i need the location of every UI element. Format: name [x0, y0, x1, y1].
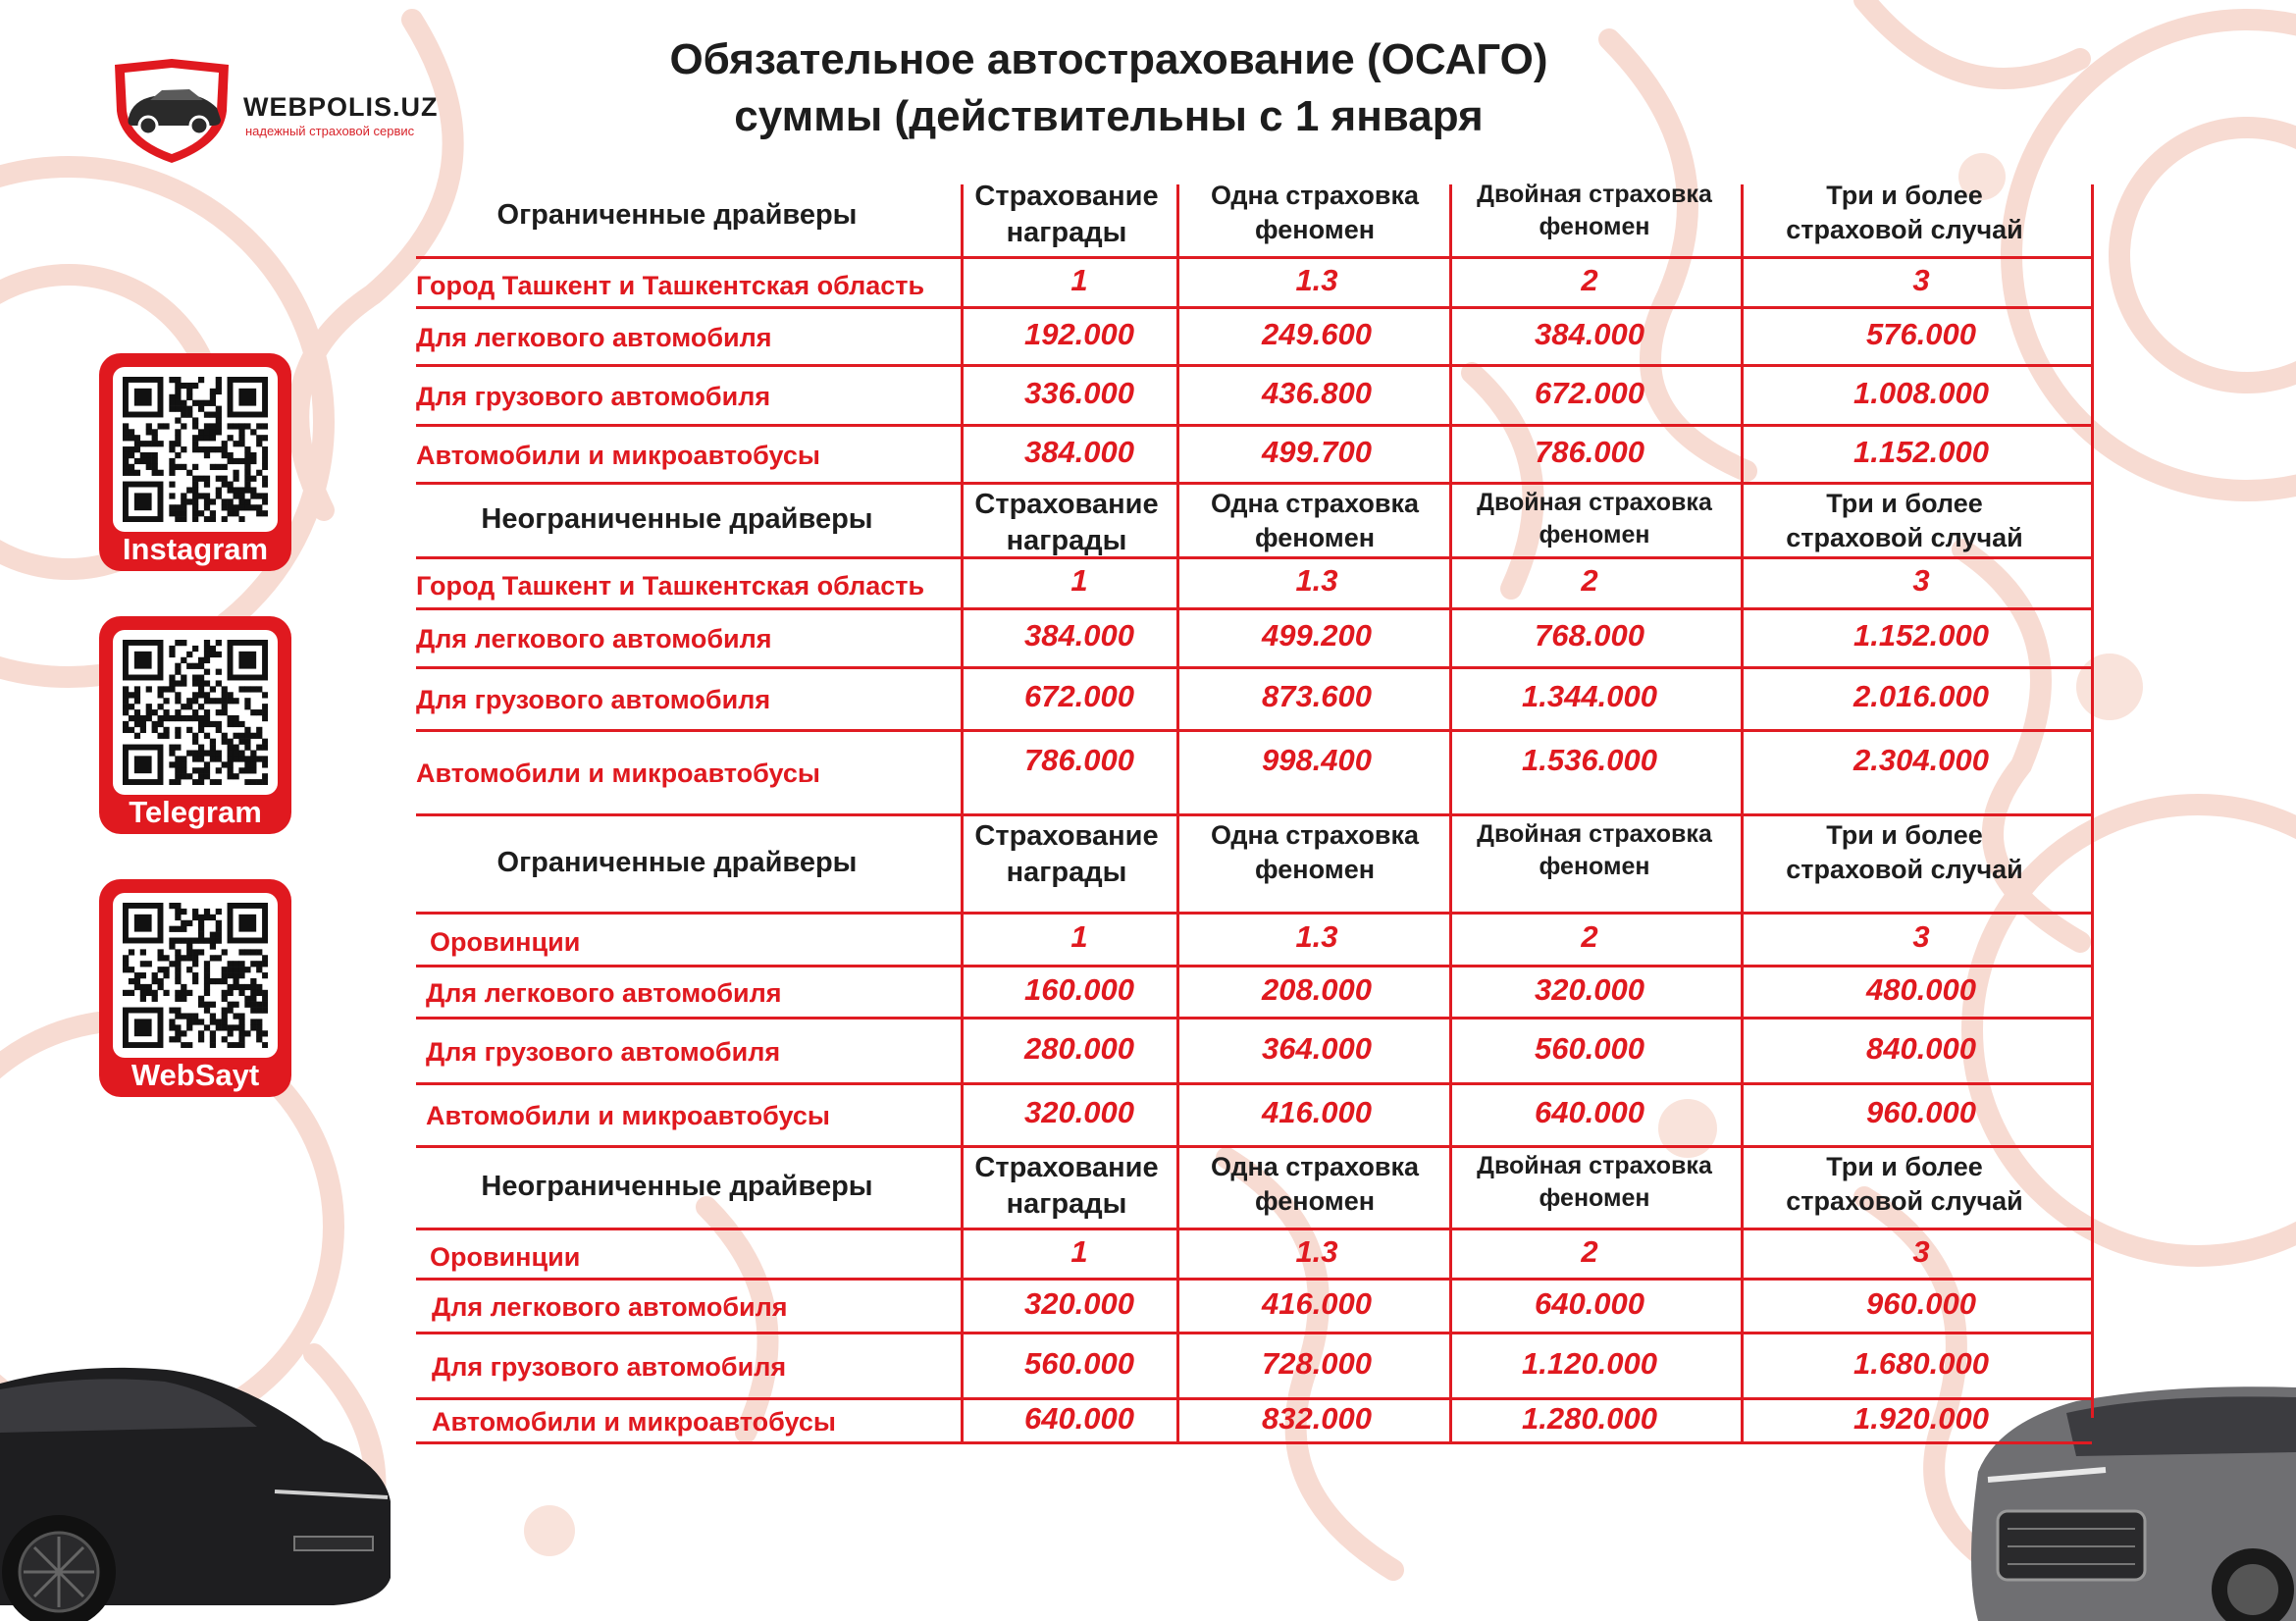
- qr-card-websayt[interactable]: [99, 879, 291, 1097]
- row-label: Оровинции: [430, 1241, 581, 1272]
- table-column-rule: [961, 816, 964, 1146]
- rate-value: 1.3: [1295, 563, 1338, 598]
- rate-value: 1.3: [1295, 1233, 1338, 1269]
- rate-value: 1.3: [1295, 919, 1338, 954]
- rate-value: 320.000: [1023, 1095, 1135, 1129]
- rate-value: 160.000: [1023, 971, 1135, 1007]
- table-rule: [416, 1082, 2092, 1085]
- rate-value: 672.000: [1534, 375, 1645, 410]
- rate-value: 960.000: [1865, 1095, 1977, 1129]
- section-title: Ограниченные драйверы: [496, 847, 858, 878]
- rate-value: 480.000: [1865, 971, 1977, 1007]
- row-label: Для легкового автомобиля: [432, 1291, 788, 1322]
- brand-logo[interactable]: [103, 57, 437, 165]
- column-header-line: Три и более: [1826, 1152, 1983, 1181]
- table-rule: [416, 256, 2092, 259]
- column-header: [1168, 487, 1462, 555]
- rate-value: 3: [1912, 1233, 1930, 1269]
- rate-value: 640.000: [1534, 1285, 1645, 1321]
- rate-value: 1.152.000: [1853, 618, 1989, 653]
- rate-value: 3: [1912, 919, 1930, 954]
- column-header-line: Двойная страховка: [1477, 820, 1712, 848]
- column-header-line: феномен: [1539, 521, 1650, 549]
- rate-value: 768.000: [1534, 618, 1645, 653]
- column-header-line: Одна страховка: [1210, 181, 1419, 210]
- rate-value: 960.000: [1865, 1285, 1977, 1321]
- rate-value: 640.000: [1534, 1095, 1645, 1129]
- table-column-rule: [1741, 816, 1744, 1146]
- table-column-rule: [1741, 485, 1744, 814]
- suv-car-image: [1958, 1354, 2296, 1621]
- column-header-line: феномен: [1539, 213, 1650, 240]
- rate-value: 364.000: [1261, 1030, 1373, 1066]
- column-header: [1447, 1150, 1742, 1215]
- qr-code-icon: [113, 893, 278, 1058]
- column-header-line: Страхование: [974, 489, 1159, 520]
- table-column-rule: [1741, 184, 1744, 483]
- qr-code-icon: [113, 630, 278, 795]
- column-header-line: награды: [1006, 217, 1127, 248]
- rate-value: 192.000: [1023, 316, 1135, 351]
- row-label: Автомобили и микроавтобусы: [416, 758, 820, 788]
- table-rule: [416, 306, 2092, 309]
- section-title: Ограниченные драйверы: [496, 199, 858, 231]
- column-header: [1757, 818, 2052, 887]
- column-header-line: награды: [1006, 1188, 1127, 1220]
- rate-value: 416.000: [1261, 1095, 1373, 1129]
- rate-value: 560.000: [1534, 1030, 1645, 1066]
- rate-value: 1: [1070, 262, 1088, 297]
- column-header: [1447, 818, 1742, 883]
- table-rule: [416, 424, 2092, 427]
- column-header: [1757, 1150, 2052, 1219]
- rate-value: 1.920.000: [1853, 1400, 1989, 1436]
- qr-code-icon: [113, 367, 278, 532]
- rate-value: 1.344.000: [1522, 679, 1657, 713]
- column-header-line: феномен: [1254, 215, 1376, 244]
- rate-value: 560.000: [1023, 1345, 1135, 1381]
- rate-value: 384.000: [1023, 618, 1135, 653]
- column-header: [1447, 179, 1742, 243]
- row-label: Для легкового автомобиля: [416, 322, 772, 352]
- rate-value: 840.000: [1865, 1030, 1977, 1066]
- table-rule: [416, 1017, 2092, 1020]
- table-column-rule: [1449, 1148, 1452, 1442]
- table-rule: [416, 607, 2092, 610]
- rate-value: 249.600: [1261, 316, 1373, 351]
- rate-value: 998.400: [1261, 743, 1373, 777]
- row-label: Для легкового автомобиля: [426, 977, 782, 1008]
- rate-value: 728.000: [1261, 1345, 1373, 1381]
- row-label: Для грузового автомобиля: [416, 685, 771, 714]
- column-header-line: феномен: [1254, 1186, 1376, 1216]
- rate-value: 320.000: [1023, 1285, 1135, 1321]
- sedan-car-image: [0, 1344, 392, 1621]
- table-column-rule: [961, 1148, 964, 1442]
- table-column-rule: [1176, 485, 1179, 814]
- column-header-line: награды: [1006, 857, 1127, 888]
- column-header-line: Страхование: [974, 181, 1159, 212]
- rate-value: 3: [1912, 262, 1930, 297]
- rate-value: 280.000: [1023, 1030, 1135, 1066]
- rate-value: 336.000: [1023, 375, 1135, 410]
- column-header-line: Одна страховка: [1210, 489, 1419, 518]
- brand-tagline: надежный страховой сервис: [245, 124, 415, 138]
- rate-value: 786.000: [1023, 743, 1135, 777]
- rate-value: 384.000: [1534, 316, 1645, 351]
- rate-value: 3: [1912, 563, 1930, 598]
- qr-label-telegram: Telegram: [129, 795, 262, 829]
- section-title: Неограниченные драйверы: [481, 503, 873, 535]
- column-header-line: Страхование: [974, 820, 1159, 852]
- table-rule: [416, 813, 2092, 816]
- row-label: Оровинции: [430, 927, 581, 957]
- rate-value: 1.3: [1295, 262, 1338, 297]
- table-rule: [416, 1228, 2092, 1230]
- table-column-rule: [1176, 1148, 1179, 1442]
- rate-value: 786.000: [1534, 434, 1645, 469]
- rate-value: 416.000: [1261, 1285, 1373, 1321]
- table-rule: [416, 965, 2092, 967]
- page-title: [549, 31, 1668, 145]
- row-label: Автомобили и микроавтобусы: [416, 440, 820, 470]
- rate-value: 320.000: [1534, 971, 1645, 1007]
- rate-value: 2: [1581, 1233, 1598, 1269]
- rate-value: 1: [1070, 563, 1088, 598]
- rate-value: 2.304.000: [1853, 743, 1989, 777]
- section-title: Неограниченные драйверы: [481, 1171, 873, 1202]
- column-header-line: феномен: [1254, 855, 1376, 884]
- column-header: [1168, 1150, 1462, 1219]
- table-rule: [416, 1145, 2092, 1148]
- rate-value: 672.000: [1023, 679, 1135, 713]
- table-column-rule: [1449, 816, 1452, 1146]
- row-label: Город Ташкент и Ташкентская область: [416, 571, 925, 601]
- rate-value: 208.000: [1261, 971, 1373, 1007]
- rate-value: 499.200: [1261, 618, 1373, 653]
- column-header-line: феномен: [1539, 853, 1650, 880]
- column-header-line: Одна страховка: [1210, 1152, 1419, 1181]
- table-rule: [416, 556, 2092, 559]
- rate-value: 2: [1581, 262, 1598, 297]
- table-column-rule: [1741, 1148, 1744, 1442]
- column-header: [1757, 487, 2052, 555]
- column-header-line: страховой случай: [1786, 855, 2023, 884]
- table-rule: [416, 666, 2092, 669]
- row-label: Для грузового автомобиля: [416, 381, 771, 411]
- rate-value: 1.536.000: [1522, 743, 1657, 777]
- rate-value: 499.700: [1261, 434, 1373, 469]
- title-line-1: Обязательное автострахование (ОСАГО): [669, 35, 1548, 83]
- column-header-line: Три и более: [1826, 489, 1983, 518]
- qr-card-telegram[interactable]: [99, 616, 291, 834]
- rate-value: 640.000: [1023, 1400, 1135, 1436]
- table-column-rule: [961, 184, 964, 483]
- car-shield-logo-icon: [103, 57, 240, 165]
- column-header: [1447, 487, 1742, 551]
- column-header-line: Двойная страховка: [1477, 489, 1712, 516]
- rate-value: 832.000: [1261, 1400, 1373, 1436]
- table-rule: [416, 482, 2092, 485]
- brand-name: WEBPOLIS.UZ: [243, 92, 439, 122]
- rate-value: 1.008.000: [1853, 375, 1989, 410]
- column-header-line: страховой случай: [1786, 215, 2023, 244]
- row-label: Для грузового автомобиля: [426, 1036, 781, 1067]
- table-column-rule: [2091, 184, 2094, 1418]
- table-rule: [416, 1332, 2092, 1334]
- qr-label-websayt: WebSayt: [130, 1058, 260, 1092]
- column-header: [1168, 179, 1462, 247]
- column-header-line: Три и более: [1826, 181, 1983, 210]
- title-line-2: суммы (действительны с 1 января: [734, 92, 1484, 140]
- table-rule: [416, 729, 2092, 732]
- rate-value: 384.000: [1023, 434, 1135, 469]
- rate-value: 873.600: [1261, 679, 1373, 713]
- column-header: [1757, 179, 2052, 247]
- qr-card-instagram[interactable]: [99, 353, 291, 571]
- column-header-line: Одна страховка: [1210, 820, 1419, 850]
- table-column-rule: [961, 485, 964, 814]
- rate-value: 576.000: [1865, 316, 1977, 351]
- row-label: Для грузового автомобиля: [432, 1351, 787, 1382]
- column-header-line: страховой случай: [1786, 1186, 2023, 1216]
- column-header-line: награды: [1006, 525, 1127, 556]
- row-label: Город Ташкент и Ташкентская область: [416, 270, 925, 300]
- qr-label-instagram: Instagram: [122, 532, 269, 566]
- column-header-line: Двойная страховка: [1477, 1152, 1712, 1179]
- table-column-rule: [1176, 816, 1179, 1146]
- column-header: [1168, 818, 1462, 887]
- table-rule: [416, 1278, 2092, 1281]
- column-header-line: Страхование: [974, 1152, 1159, 1183]
- rate-value: 436.800: [1261, 375, 1373, 410]
- table-rule: [416, 364, 2092, 367]
- row-label: Автомобили и микроавтобусы: [426, 1101, 830, 1130]
- table-rule: [416, 912, 2092, 915]
- rate-value: 2.016.000: [1853, 679, 1989, 713]
- row-label: Для легкового автомобиля: [416, 624, 772, 654]
- row-label: Автомобили и микроавтобусы: [432, 1406, 836, 1437]
- rate-value: 2: [1581, 563, 1598, 598]
- column-header-line: страховой случай: [1786, 523, 2023, 552]
- rate-value: 1.152.000: [1853, 434, 1989, 469]
- rate-value: 1.680.000: [1853, 1345, 1989, 1381]
- column-header-line: Три и более: [1826, 820, 1983, 850]
- table-column-rule: [1176, 184, 1179, 483]
- table-column-rule: [1449, 485, 1452, 814]
- column-header-line: Двойная страховка: [1477, 181, 1712, 208]
- column-header-line: феномен: [1254, 523, 1376, 552]
- table-column-rule: [1449, 184, 1452, 483]
- rate-value: 1: [1070, 1233, 1088, 1269]
- rate-value: 2: [1581, 919, 1598, 954]
- table-rule: [416, 1441, 2092, 1444]
- rate-value: 1.280.000: [1522, 1400, 1657, 1436]
- column-header-line: феномен: [1539, 1184, 1650, 1212]
- rate-value: 1.120.000: [1522, 1345, 1657, 1381]
- rate-value: 1: [1070, 919, 1088, 954]
